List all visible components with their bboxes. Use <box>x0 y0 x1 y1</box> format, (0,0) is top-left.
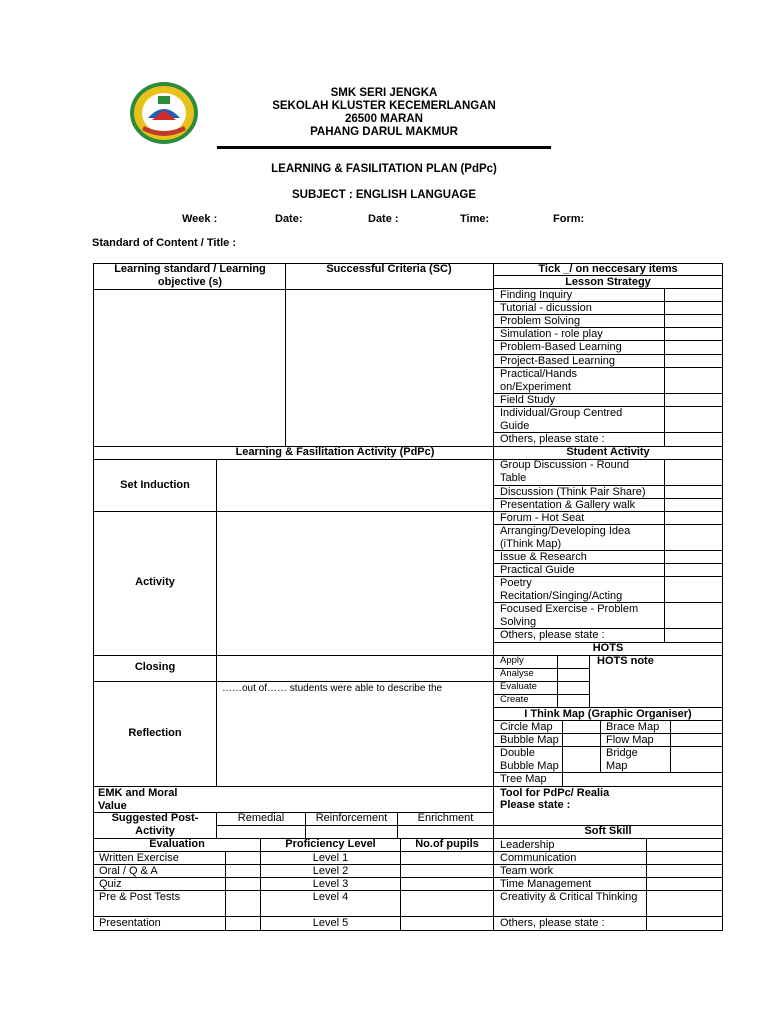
lesson-strategy-item: Problem-Based Learning <box>500 341 622 353</box>
evaluation-head: Evaluation <box>149 838 205 850</box>
ithink-right-item: Brace Map <box>606 721 660 733</box>
hots-item: Apply <box>500 655 524 666</box>
lesson-strategy-item: Finding Inquiry <box>500 289 573 301</box>
lesson-strategy-head: Lesson Strategy <box>565 276 651 288</box>
set-induction-label: Set Induction <box>120 479 190 491</box>
learning-standard-head: Learning standard / Learning objective (s) <box>114 263 266 288</box>
pupils-head: No.of pupils <box>415 838 479 850</box>
ithink-left-item: Tree Map <box>500 773 547 785</box>
school-name: SMK SERI JENGKA <box>330 87 438 99</box>
hots-item: Create <box>500 694 529 705</box>
soft-skill-item: Time Management <box>500 878 592 890</box>
soft-skill-item: Communication <box>500 852 577 864</box>
standard-title: Standard of Content / Title : <box>92 237 237 249</box>
soft-skill-item: Others, please state : <box>500 917 605 929</box>
soft-skill-head: Soft Skill <box>584 825 632 837</box>
remedial-label: Remedial <box>237 812 285 824</box>
ithink-right-item: Flow Map <box>606 734 654 746</box>
week-label: Week : <box>182 213 218 225</box>
student-activity-item: Others, please state : <box>500 629 605 641</box>
student-activity-item: Practical Guide <box>500 564 575 576</box>
school-state: PAHANG DARUL MAKMUR <box>310 126 458 138</box>
student-activity-item: Presentation & Gallery walk <box>500 499 636 511</box>
student-activity-item: Forum - Hot Seat <box>500 512 585 524</box>
school-postcode: 26500 MARAN <box>345 113 423 125</box>
lesson-strategy-item: Simulation - role play <box>500 328 603 340</box>
pdpc-activity-head: Learning & Fasilitation Activity (PdPc) <box>235 446 435 458</box>
tool-head: Tool for PdPc/ Realia <box>500 787 610 799</box>
evaluation-item: Presentation <box>99 917 161 929</box>
student-activity-item: Issue & Research <box>500 551 587 563</box>
hots-head: HOTS <box>592 642 624 654</box>
lesson-strategy-item: Problem Solving <box>500 315 581 327</box>
soft-skill-item: Team work <box>500 865 554 877</box>
hots-note: HOTS note <box>597 655 654 667</box>
tick-head: Tick _/ on neccesary items <box>538 263 678 275</box>
date-label-2: Date : <box>368 213 399 225</box>
reinforcement-label: Reinforcement <box>315 812 388 824</box>
hots-item: Analyse <box>500 668 534 679</box>
proficiency-head: Proficiency Level <box>285 838 376 850</box>
time-label: Time: <box>460 213 490 225</box>
student-activity-item: Focused Exercise - Problem Solving <box>500 603 639 628</box>
level-item: Level 3 <box>312 878 349 890</box>
student-activity-item: Discussion (Think Pair Share) <box>500 486 646 498</box>
evaluation-item: Quiz <box>99 878 122 890</box>
evaluation-item: Pre & Post Tests <box>99 891 181 903</box>
enrichment-label: Enrichment <box>417 812 474 824</box>
subject-title: SUBJECT : ENGLISH LANGUAGE <box>291 189 476 201</box>
lesson-strategy-item: Project-Based Learning <box>500 355 615 367</box>
level-item: Level 5 <box>312 917 349 929</box>
soft-skill-item: Leadership <box>500 839 555 851</box>
plan-title: LEARNING & FASILITATION PLAN (PdPc) <box>271 163 497 175</box>
success-criteria-head: Successful Criteria (SC) <box>326 263 452 275</box>
ithink-head: I Think Map (Graphic Organiser) <box>524 708 692 720</box>
lesson-strategy-item: Others, please state : <box>500 433 605 445</box>
school-logo <box>128 80 200 146</box>
evaluation-item: Oral / Q & A <box>99 865 158 877</box>
please-state: Please state : <box>500 799 571 811</box>
reflection-label: Reflection <box>128 727 182 739</box>
activity-label: Activity <box>135 576 175 588</box>
ithink-left-item: Bubble Map <box>500 734 559 746</box>
lesson-strategy-item: Individual/Group Centred Guide <box>500 407 623 432</box>
form-label: Form: <box>553 213 585 225</box>
student-activity-head: Student Activity <box>566 446 650 458</box>
suggested-post-label: Suggested Post-Activity <box>111 812 199 837</box>
header-divider <box>217 146 551 149</box>
ithink-left-item: Circle Map <box>500 721 553 733</box>
lesson-strategy-item: Field Study <box>500 394 556 406</box>
hots-item: Evaluate <box>500 681 537 692</box>
lesson-strategy-item: Practical/Hands on/Experiment <box>500 368 578 393</box>
level-item: Level 1 <box>312 852 349 864</box>
level-item: Level 4 <box>312 891 349 903</box>
student-activity-item: Group Discussion - Round Table <box>500 459 630 484</box>
reflection-text: ……out of…… students were able to describe the <box>222 683 443 694</box>
school-cluster: SEKOLAH KLUSTER KECEMERLANGAN <box>272 100 496 112</box>
date-label-1: Date: <box>275 213 303 225</box>
evaluation-item: Written Exercise <box>99 852 179 864</box>
student-activity-item: Poetry Recitation/Singing/Acting <box>500 577 623 602</box>
student-activity-item: Arranging/Developing Idea (iThink Map) <box>500 525 631 550</box>
ithink-right-item: Bridge Map <box>606 747 638 772</box>
soft-skill-item: Creativity & Critical Thinking <box>500 891 638 903</box>
closing-label: Closing <box>134 661 176 673</box>
lesson-strategy-item: Tutorial - dicussion <box>500 302 592 314</box>
level-item: Level 2 <box>312 865 349 877</box>
emk-label: EMK and Moral Value <box>98 787 178 812</box>
ithink-left-item: Double Bubble Map <box>500 747 559 772</box>
